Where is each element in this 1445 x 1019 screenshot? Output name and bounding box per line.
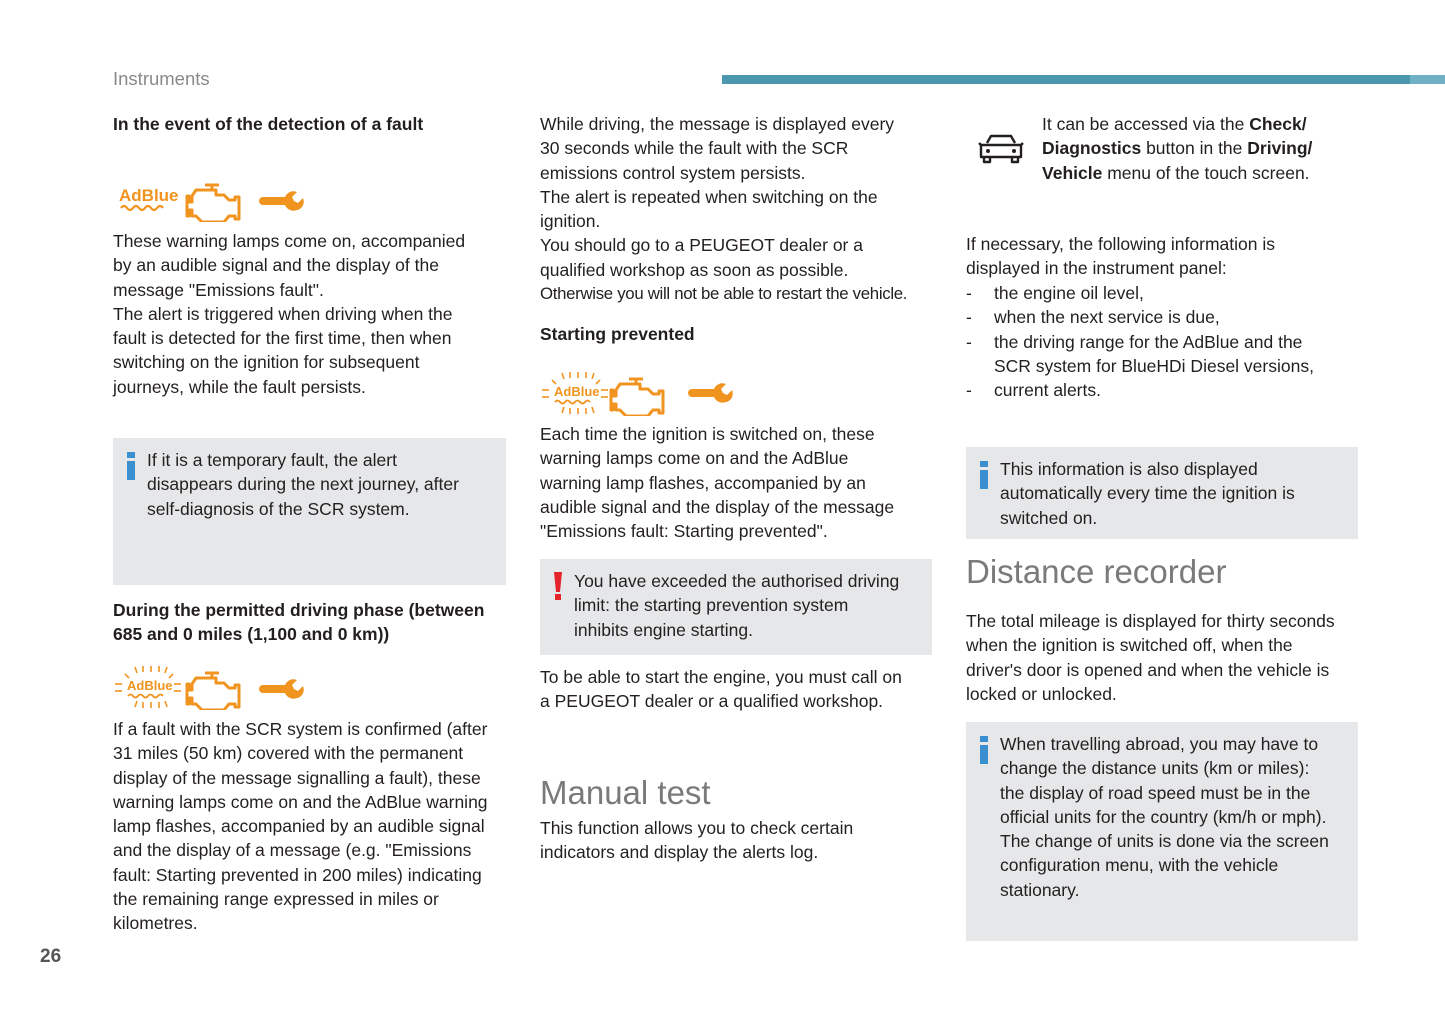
text-fragment: menu of the touch screen. bbox=[1102, 162, 1310, 183]
text-line: lamp flashes, accompanied by an audible signal bbox=[113, 816, 485, 837]
header-accent-bar bbox=[722, 75, 1445, 84]
text-line: audible signal and the display of the message bbox=[540, 496, 895, 517]
distance-recorder-text bbox=[966, 609, 1366, 706]
temporary-fault-info-box bbox=[113, 438, 506, 585]
engine-check-icon bbox=[187, 673, 239, 710]
text-fragment: It can be accessed via the bbox=[1042, 114, 1250, 134]
adblue-icon bbox=[119, 186, 179, 210]
access-instructions bbox=[1042, 112, 1372, 185]
adblue-label: AdBlue bbox=[119, 186, 179, 205]
engine-check-icon bbox=[187, 185, 239, 222]
text-line: The change of units is done via the screen bbox=[1000, 831, 1329, 852]
text-line: You have exceeded the authorised driving bbox=[574, 571, 900, 591]
text-line bbox=[1042, 136, 1372, 160]
driving-limit-alert-box bbox=[540, 559, 932, 655]
text-line: stationary. bbox=[1000, 879, 1080, 900]
list-dash: - bbox=[966, 283, 972, 303]
list-item bbox=[966, 330, 1361, 379]
driving-phase-heading bbox=[113, 598, 513, 647]
text-line: and the display of a message (e.g. "Emissions bbox=[113, 840, 472, 861]
adblue-flashing-icon bbox=[542, 372, 608, 414]
text-line: current alerts. bbox=[994, 380, 1101, 401]
text-line: This function allows you to check certain bbox=[540, 818, 854, 838]
text-line: indicators and display the alerts log. bbox=[540, 842, 819, 863]
text-line: message "Emissions fault". bbox=[113, 279, 324, 300]
call-dealer-text bbox=[540, 665, 935, 714]
text-line: If it is a temporary fault, the alert bbox=[147, 450, 397, 470]
text-line: display of the message signalling a fault), these bbox=[113, 767, 481, 788]
header-accent-bar-end bbox=[1410, 75, 1445, 84]
text-line: a PEUGEOT dealer or a qualified workshop. bbox=[540, 691, 884, 712]
info-icon bbox=[978, 461, 990, 489]
text-line: Each time the ignition is switched on, these bbox=[540, 424, 875, 444]
text-line bbox=[1042, 161, 1372, 185]
text-line: locked or unlocked. bbox=[966, 683, 1117, 704]
text-line: displayed in the instrument panel: bbox=[966, 258, 1227, 279]
text-line: driver's door is opened and when the vehicle is bbox=[966, 659, 1330, 680]
instrument-panel-intro bbox=[966, 232, 1361, 281]
text-line: ignition. bbox=[540, 211, 601, 232]
text-fragment: button in the bbox=[1141, 138, 1248, 159]
adblue-flashing-icon bbox=[115, 666, 181, 708]
list-dash: - bbox=[966, 380, 972, 401]
list-item bbox=[966, 305, 1361, 329]
text-line: If necessary, the following information is bbox=[966, 234, 1275, 254]
text-line: warning lamps come on and the AdBlue warning bbox=[113, 791, 488, 812]
ignition-info-box bbox=[966, 447, 1358, 539]
text-line: This information is also displayed bbox=[1000, 459, 1258, 479]
fault-heading: In the event of the detection of a fault bbox=[113, 114, 424, 134]
engine-check-icon bbox=[611, 379, 663, 416]
info-icon bbox=[978, 736, 990, 764]
text-line: fault: Starting prevented in 200 miles) indicating bbox=[113, 864, 482, 885]
manual-test-text bbox=[540, 816, 935, 865]
fault-lamps-text bbox=[113, 229, 508, 399]
heading-line: During the permitted driving phase (between bbox=[113, 600, 485, 620]
fault-warning-icons bbox=[113, 176, 508, 222]
text-line: the driving range for the AdBlue and the bbox=[994, 331, 1303, 352]
starting-prevented-heading: Starting prevented bbox=[540, 324, 695, 344]
text-line: The total mileage is displayed for thirty seconds bbox=[966, 611, 1335, 631]
text-line: emissions control system persists. bbox=[540, 162, 806, 183]
text-line: The alert is repeated when switching on the bbox=[540, 186, 878, 207]
text-line: warning lamp flashes, accompanied by an bbox=[540, 472, 866, 493]
wrench-icon bbox=[259, 679, 304, 699]
section-label: Instruments bbox=[113, 68, 210, 89]
page-number: 26 bbox=[40, 946, 62, 967]
text-line: journeys, while the fault persists. bbox=[113, 376, 366, 397]
text-line: switching on the ignition for subsequent bbox=[113, 352, 420, 373]
text-line: While driving, the message is displayed every bbox=[540, 114, 895, 134]
text-line: 31 miles (50 km) covered with the permanent bbox=[113, 743, 464, 764]
text-line: limit: the starting prevention system bbox=[574, 595, 849, 616]
text-line: The alert is triggered when driving when the bbox=[113, 303, 453, 324]
text-line: automatically every time the ignition is bbox=[1000, 483, 1295, 504]
text-line: the remaining range expressed in miles or bbox=[113, 889, 439, 910]
list-item bbox=[966, 378, 1361, 402]
text-line: To be able to start the engine, you must call on bbox=[540, 667, 902, 687]
travelling-abroad-info-box bbox=[966, 722, 1358, 941]
text-line: These warning lamps come on, accompanied bbox=[113, 231, 466, 251]
starting-warning-icons bbox=[540, 370, 935, 416]
list-dash: - bbox=[966, 331, 972, 352]
text-line: "Emissions fault: Starting prevented". bbox=[540, 521, 828, 542]
check-button-label: Check/ bbox=[1249, 114, 1307, 134]
text-line: When travelling abroad, you may have to bbox=[1000, 734, 1319, 754]
manual-test-title: Manual test bbox=[540, 774, 711, 811]
instrument-panel-list bbox=[966, 281, 1361, 402]
text-line: the engine oil level, bbox=[994, 283, 1144, 303]
exclamation-icon bbox=[552, 572, 564, 600]
text-line: change the distance units (km or miles): bbox=[1000, 758, 1310, 779]
distance-recorder-title: Distance recorder bbox=[966, 553, 1227, 590]
diagnostics-button-label: Diagnostics bbox=[1042, 138, 1142, 159]
text-line: the display of road speed must be in the bbox=[1000, 782, 1311, 803]
text-line: configuration menu, with the vehicle bbox=[1000, 855, 1279, 876]
info-icon bbox=[125, 452, 137, 480]
vehicle-menu-label: Vehicle bbox=[1042, 162, 1103, 183]
text-line: official units for the country (km/h or mph). bbox=[1000, 806, 1327, 827]
list-item bbox=[966, 281, 1361, 305]
text-line: when the next service is due, bbox=[994, 307, 1220, 328]
text-line: inhibits engine starting. bbox=[574, 619, 753, 640]
heading-line: 685 and 0 miles (1,100 and 0 km)) bbox=[113, 624, 390, 645]
driving-message-text bbox=[540, 112, 935, 306]
text-line: fault is detected for the first time, then when bbox=[113, 328, 452, 349]
text-line: kilometres. bbox=[113, 913, 198, 934]
list-dash: - bbox=[966, 307, 972, 328]
text-line: by an audible signal and the display of the bbox=[113, 255, 439, 276]
wrench-icon bbox=[259, 191, 304, 211]
text-line: If a fault with the SCR system is confirmed (after bbox=[113, 719, 488, 739]
text-line: qualified workshop as soon as possible. bbox=[540, 259, 849, 280]
text-line: SCR system for BlueHDi Diesel versions, bbox=[994, 355, 1314, 376]
text-line: Otherwise you will not be able to restart the vehicle. bbox=[540, 284, 908, 304]
driving-phase-text bbox=[113, 717, 513, 936]
starting-prevented-text bbox=[540, 422, 935, 543]
driving-menu-label: Driving/ bbox=[1247, 138, 1313, 159]
wrench-icon bbox=[688, 383, 733, 403]
text-line: warning lamps come on and the AdBlue bbox=[540, 448, 849, 469]
text-line: when the ignition is switched off, when the bbox=[966, 635, 1293, 656]
text-line: You should go to a PEUGEOT dealer or a bbox=[540, 235, 863, 256]
car-diagnostics-icon bbox=[978, 133, 1024, 171]
adblue-label: AdBlue bbox=[127, 678, 173, 693]
text-line bbox=[1042, 112, 1372, 136]
adblue-label: AdBlue bbox=[554, 384, 600, 399]
text-line: disappears during the next journey, after bbox=[147, 474, 459, 495]
text-line: 30 seconds while the fault with the SCR bbox=[540, 138, 849, 159]
text-line: self-diagnosis of the SCR system. bbox=[147, 498, 410, 519]
text-line: switched on. bbox=[1000, 507, 1098, 528]
phase-warning-icons bbox=[113, 664, 508, 710]
